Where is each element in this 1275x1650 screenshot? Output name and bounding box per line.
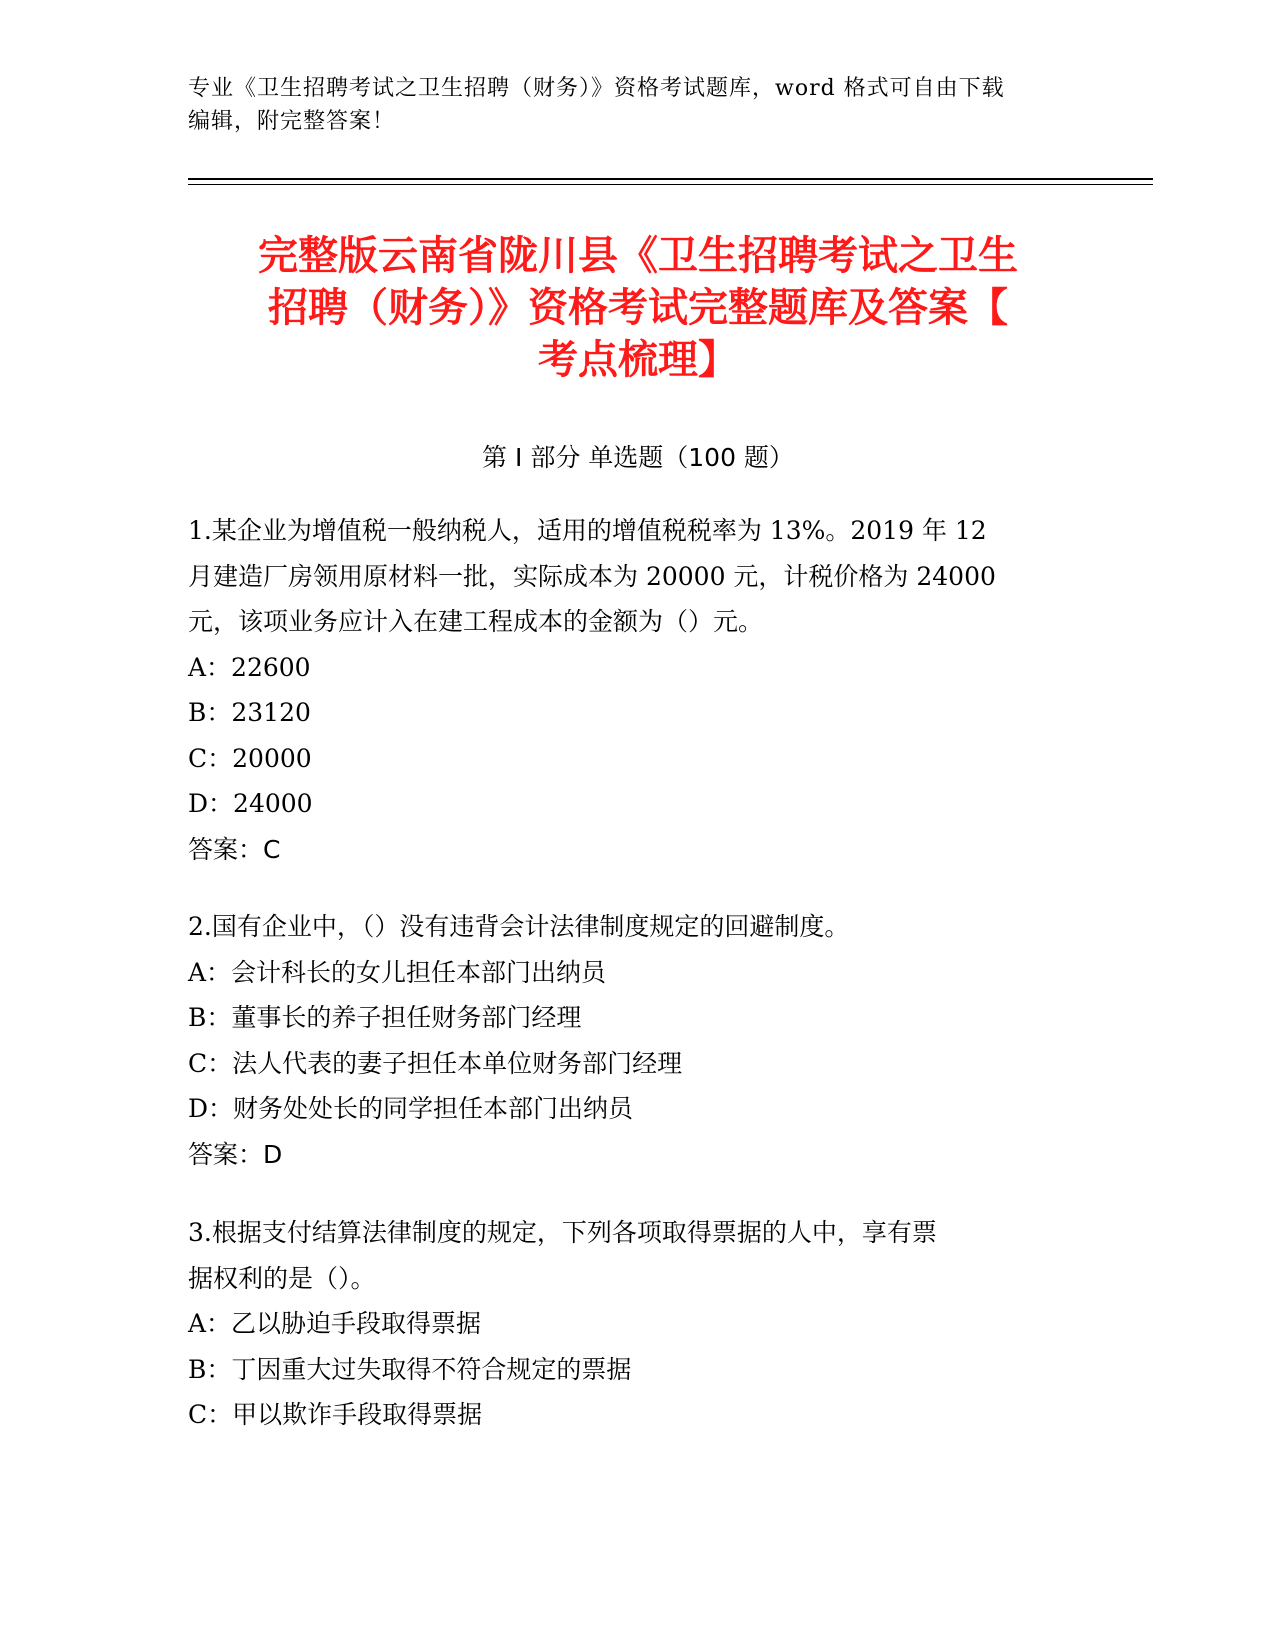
title-line: 完整版云南省陇川县《卫生招聘考试之卫生 [258,233,1018,279]
question-stem-line: 2.国有企业中，（）没有违背会计法律制度规定的回避制度。 [188,912,850,941]
section-title: 第 I 部分 单选题（100 题） [482,443,794,472]
option-b: B：丁因重大过失取得不符合规定的票据 [188,1354,632,1384]
answer: 答案：D [188,1139,283,1169]
title-line: 招聘（财务）》资格考试完整题库及答案【 [268,285,1008,331]
option-c: C：法人代表的妻子担任本单位财务部门经理 [188,1048,683,1078]
header-divider-thin [188,184,1153,185]
question-stem-line: 3.根据支付结算法律制度的规定，下列各项取得票据的人中，享有票 [188,1218,937,1247]
option-a: A：22600 [188,652,311,682]
question-stem [188,508,1088,645]
question-1 [188,508,1088,872]
document-title [188,230,1088,386]
question-stem-line: 1.某企业为增值税一般纳税人，适用的增值税税率为 13%。2019 年 12 [188,516,987,545]
question-2 [188,904,1088,1177]
header-note-line: 编辑，附完整答案！ [188,109,396,134]
option-a: A：会计科长的女儿担任本部门出纳员 [188,957,607,987]
option-d: D：24000 [188,789,313,818]
question-stem-line: 月建造厂房领用原材料一批，实际成本为 20000 元，计税价格为 24000 [188,561,996,591]
answer: 答案：C [188,834,281,864]
header-note [188,72,1088,138]
question-stem [188,1210,1088,1301]
title-line: 考点梳理】 [538,337,738,383]
header-divider-thick [188,178,1153,180]
header-note-line: 专业《卫生招聘考试之卫生招聘（财务）》资格考试题库，word 格式可自由下载 [188,76,1005,101]
option-c: C：20000 [188,743,312,773]
question-3 [188,1210,1088,1438]
option-d: D：财务处处长的同学担任本部门出纳员 [188,1094,634,1123]
option-a: A：乙以胁迫手段取得票据 [188,1309,482,1338]
option-c: C：甲以欺诈手段取得票据 [188,1400,483,1429]
option-b: B：23120 [188,698,311,727]
option-b: B：董事长的养子担任财务部门经理 [188,1003,582,1032]
question-stem [188,904,1088,950]
question-stem-line: 据权利的是（）。 [188,1263,376,1293]
question-stem-line: 元，该项业务应计入在建工程成本的金额为（）元。 [188,607,764,636]
